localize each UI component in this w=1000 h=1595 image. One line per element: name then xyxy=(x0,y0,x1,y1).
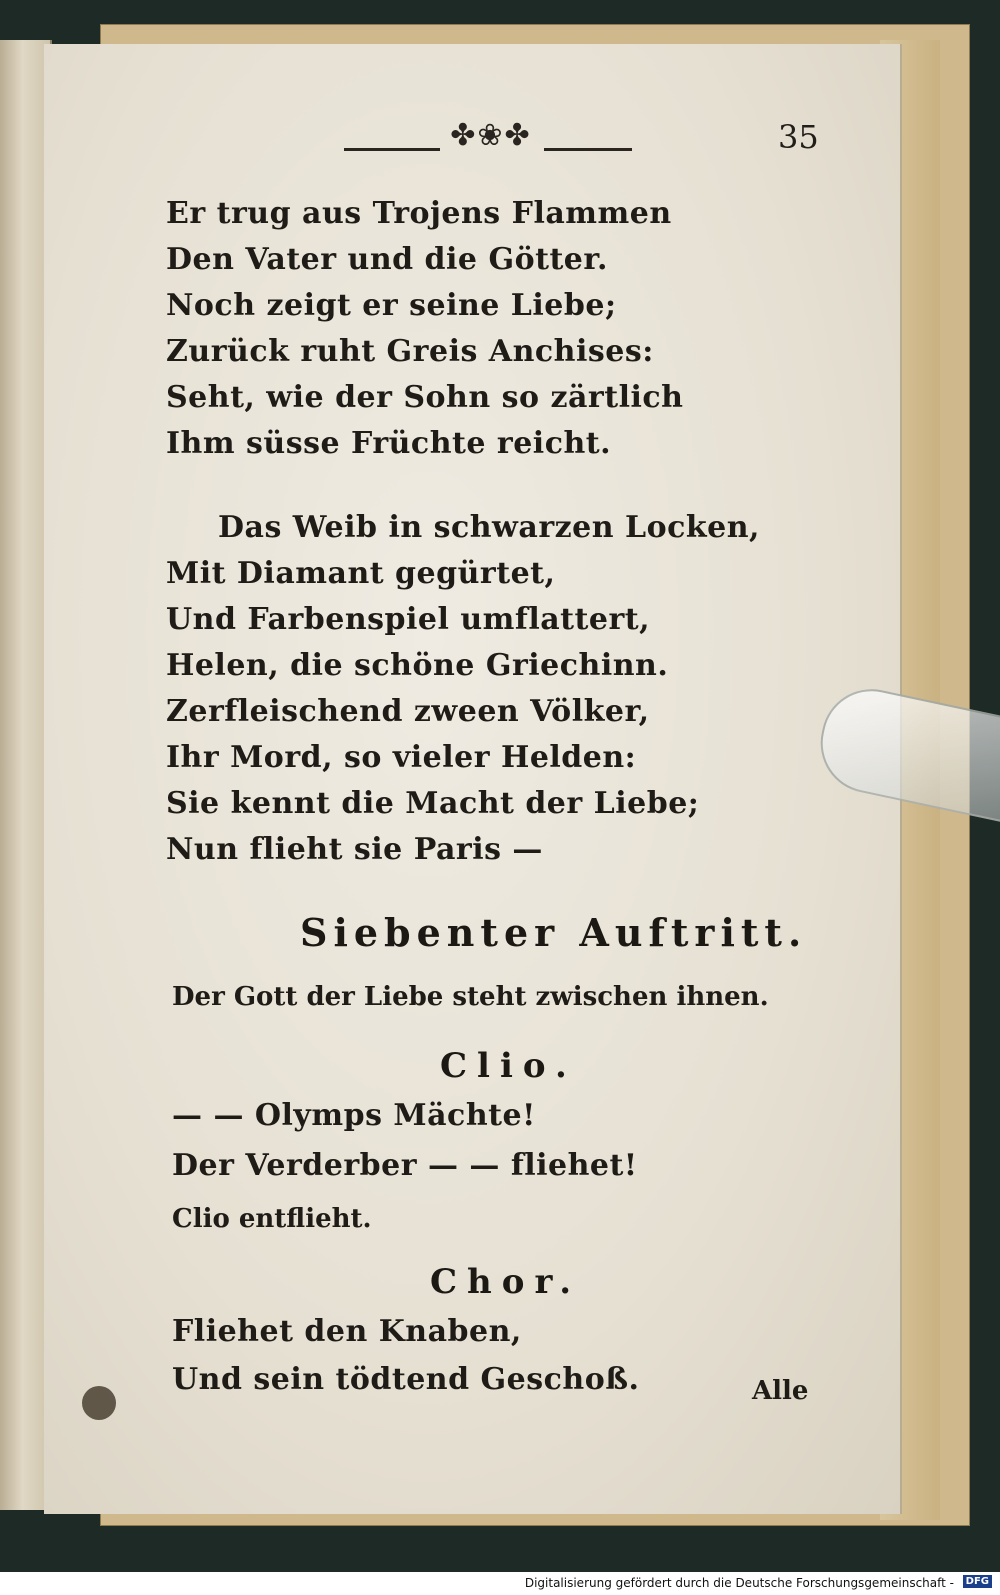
dfg-logo: DFG xyxy=(963,1575,992,1588)
verse-line: Und sein tödtend Geschoß. xyxy=(172,1362,640,1397)
footer-credit: Digitalisierung gefördert durch die Deutsche Forschungsgemeinschaft - xyxy=(524,1576,954,1590)
header-ornament: ✤❀✤ xyxy=(450,118,532,153)
verse-line: Ihr Mord, so vieler Helden: xyxy=(166,740,637,775)
ink-stain xyxy=(82,1386,116,1420)
verse-line: Er trug aus Trojens Flammen xyxy=(166,196,672,231)
scene-heading: Siebenter Auftritt. xyxy=(300,910,808,955)
header-rule-left xyxy=(344,148,440,151)
catchword: Alle xyxy=(752,1376,809,1406)
verse-line: Mit Diamant gegürtet, xyxy=(166,556,556,591)
stage-direction: Der Gott der Liebe steht zwischen ihnen. xyxy=(172,982,769,1012)
speaker-clio: Clio. xyxy=(440,1046,577,1086)
header-rule-right xyxy=(544,148,632,151)
verse-line: Helen, die schöne Griechinn. xyxy=(166,648,669,683)
speaker-chor: Chor. xyxy=(430,1262,582,1302)
verse-line: Noch zeigt er seine Liebe; xyxy=(166,288,617,323)
verse-line: Fliehet den Knaben, xyxy=(172,1314,522,1349)
verse-line: Ihm süsse Früchte reicht. xyxy=(166,426,612,461)
verse-line: Zurück ruht Greis Anchises: xyxy=(166,334,654,369)
page-number: 35 xyxy=(778,118,819,156)
verse-line: Nun flieht sie Paris — xyxy=(166,832,543,867)
verse-line: Das Weib in schwarzen Locken, xyxy=(218,510,761,545)
verse-line: Seht, wie der Sohn so zärtlich xyxy=(166,380,684,415)
verse-line: Der Verderber — — fliehet! xyxy=(172,1148,638,1183)
verse-line: — — Olymps Mächte! xyxy=(172,1098,536,1133)
exit-direction: Clio entflieht. xyxy=(172,1204,372,1234)
verse-line: Zerfleischend zween Völker, xyxy=(166,694,650,729)
verse-line: Und Farbenspiel umflattert, xyxy=(166,602,651,637)
verse-line: Sie kennt die Macht der Liebe; xyxy=(166,786,700,821)
verse-line: Den Vater und die Götter. xyxy=(166,242,608,277)
